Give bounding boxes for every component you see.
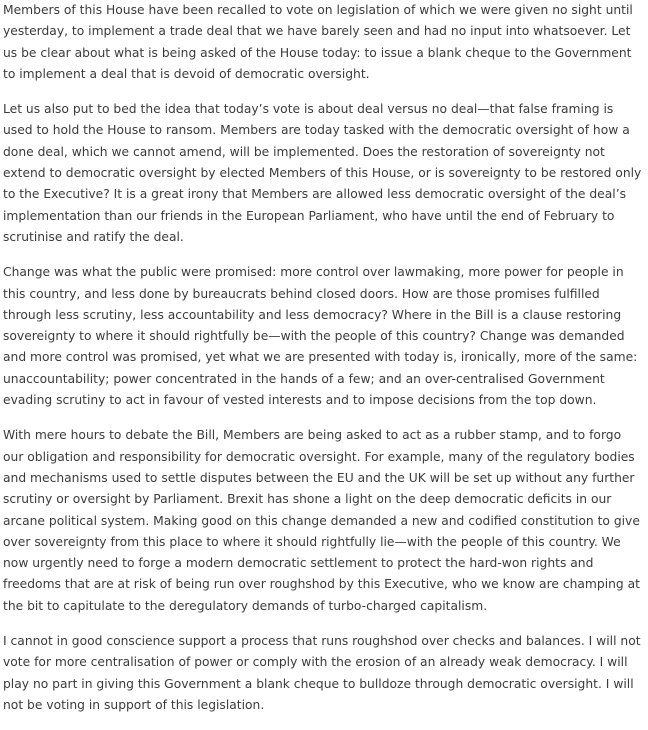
paragraph-4: With mere hours to debate the Bill, Members are being asked to act as a rubber stamp, and to forgo our obligation and responsibility for democratic oversight. For example, many of the regulatory bodies and mechanisms used to settle disputes between the EU and the UK will be set up without any further scrutiny or oversight by Parliament. Brexit has shone a light on the deep democratic deficits in our arcane political system. Making good on this change demanded a new and codified constitution to give over sovereignty from this place to where it should rightfully lie—with the people of this country. We now urgently need to forge a modern democratic settlement to protect the hard-won rights and freedoms that are at risk of being run over roughshod by this Executive, who we know are champing at the bit to capitulate to the deregulatory demands of turbo-charged capitalism. [3,428,640,613]
speech-text [3,0,643,730]
paragraph-2: Let us also put to bed the idea that today’s vote is about deal versus no deal—that false framing is used to hold the House to ransom. Members are today tasked with the democratic oversight of how a done deal, which we cannot amend, will be implemented. Does the restoration of sovereignty not extend to democratic oversight by elected Members of this House, or is sovereignty to be restored only to the Executive? It is a great irony that Members are allowed less democratic oversight of the deal’s implementation than our friends in the European Parliament, who have until the end of February to scrutinise and ratify the deal. [3,102,642,244]
paragraph-1: Members of this House have been recalled to vote on legislation of which we were given no sight until yesterday, to implement a trade deal that we have barely seen and had no input into whatsoever. Let us be clear about what is being asked of the House today: to issue a blank cheque to the Government to implement a deal that is devoid of democratic oversight. [3,3,633,81]
paragraph-3: Change was what the public were promised: more control over lawmaking, more power for people in this country, and less done by bureaucrats behind closed doors. How are those promises fulfilled through less scrutiny, less accountability and less democracy? Where in the Bill is a clause restoring sovereignty to where it should rightfully be—with the people of this country? Change was demanded and more control was promised, yet what we are presented with today is, ironically, more of the same: unaccountability; power concentrated in the hands of a few; and an over-centralised Government evading scrutiny to act in favour of vested interests and to impose decisions from the top down. [3,265,638,408]
paragraph-5: I cannot in good conscience support a process that runs roughshod over checks and balances. I will not vote for more centralisation of power or comply with the erosion of an already weak democracy. I will play no part in giving this Government a blank cheque to bulldoze through democratic oversight. I will not be voting in support of this legislation. [3,634,641,712]
